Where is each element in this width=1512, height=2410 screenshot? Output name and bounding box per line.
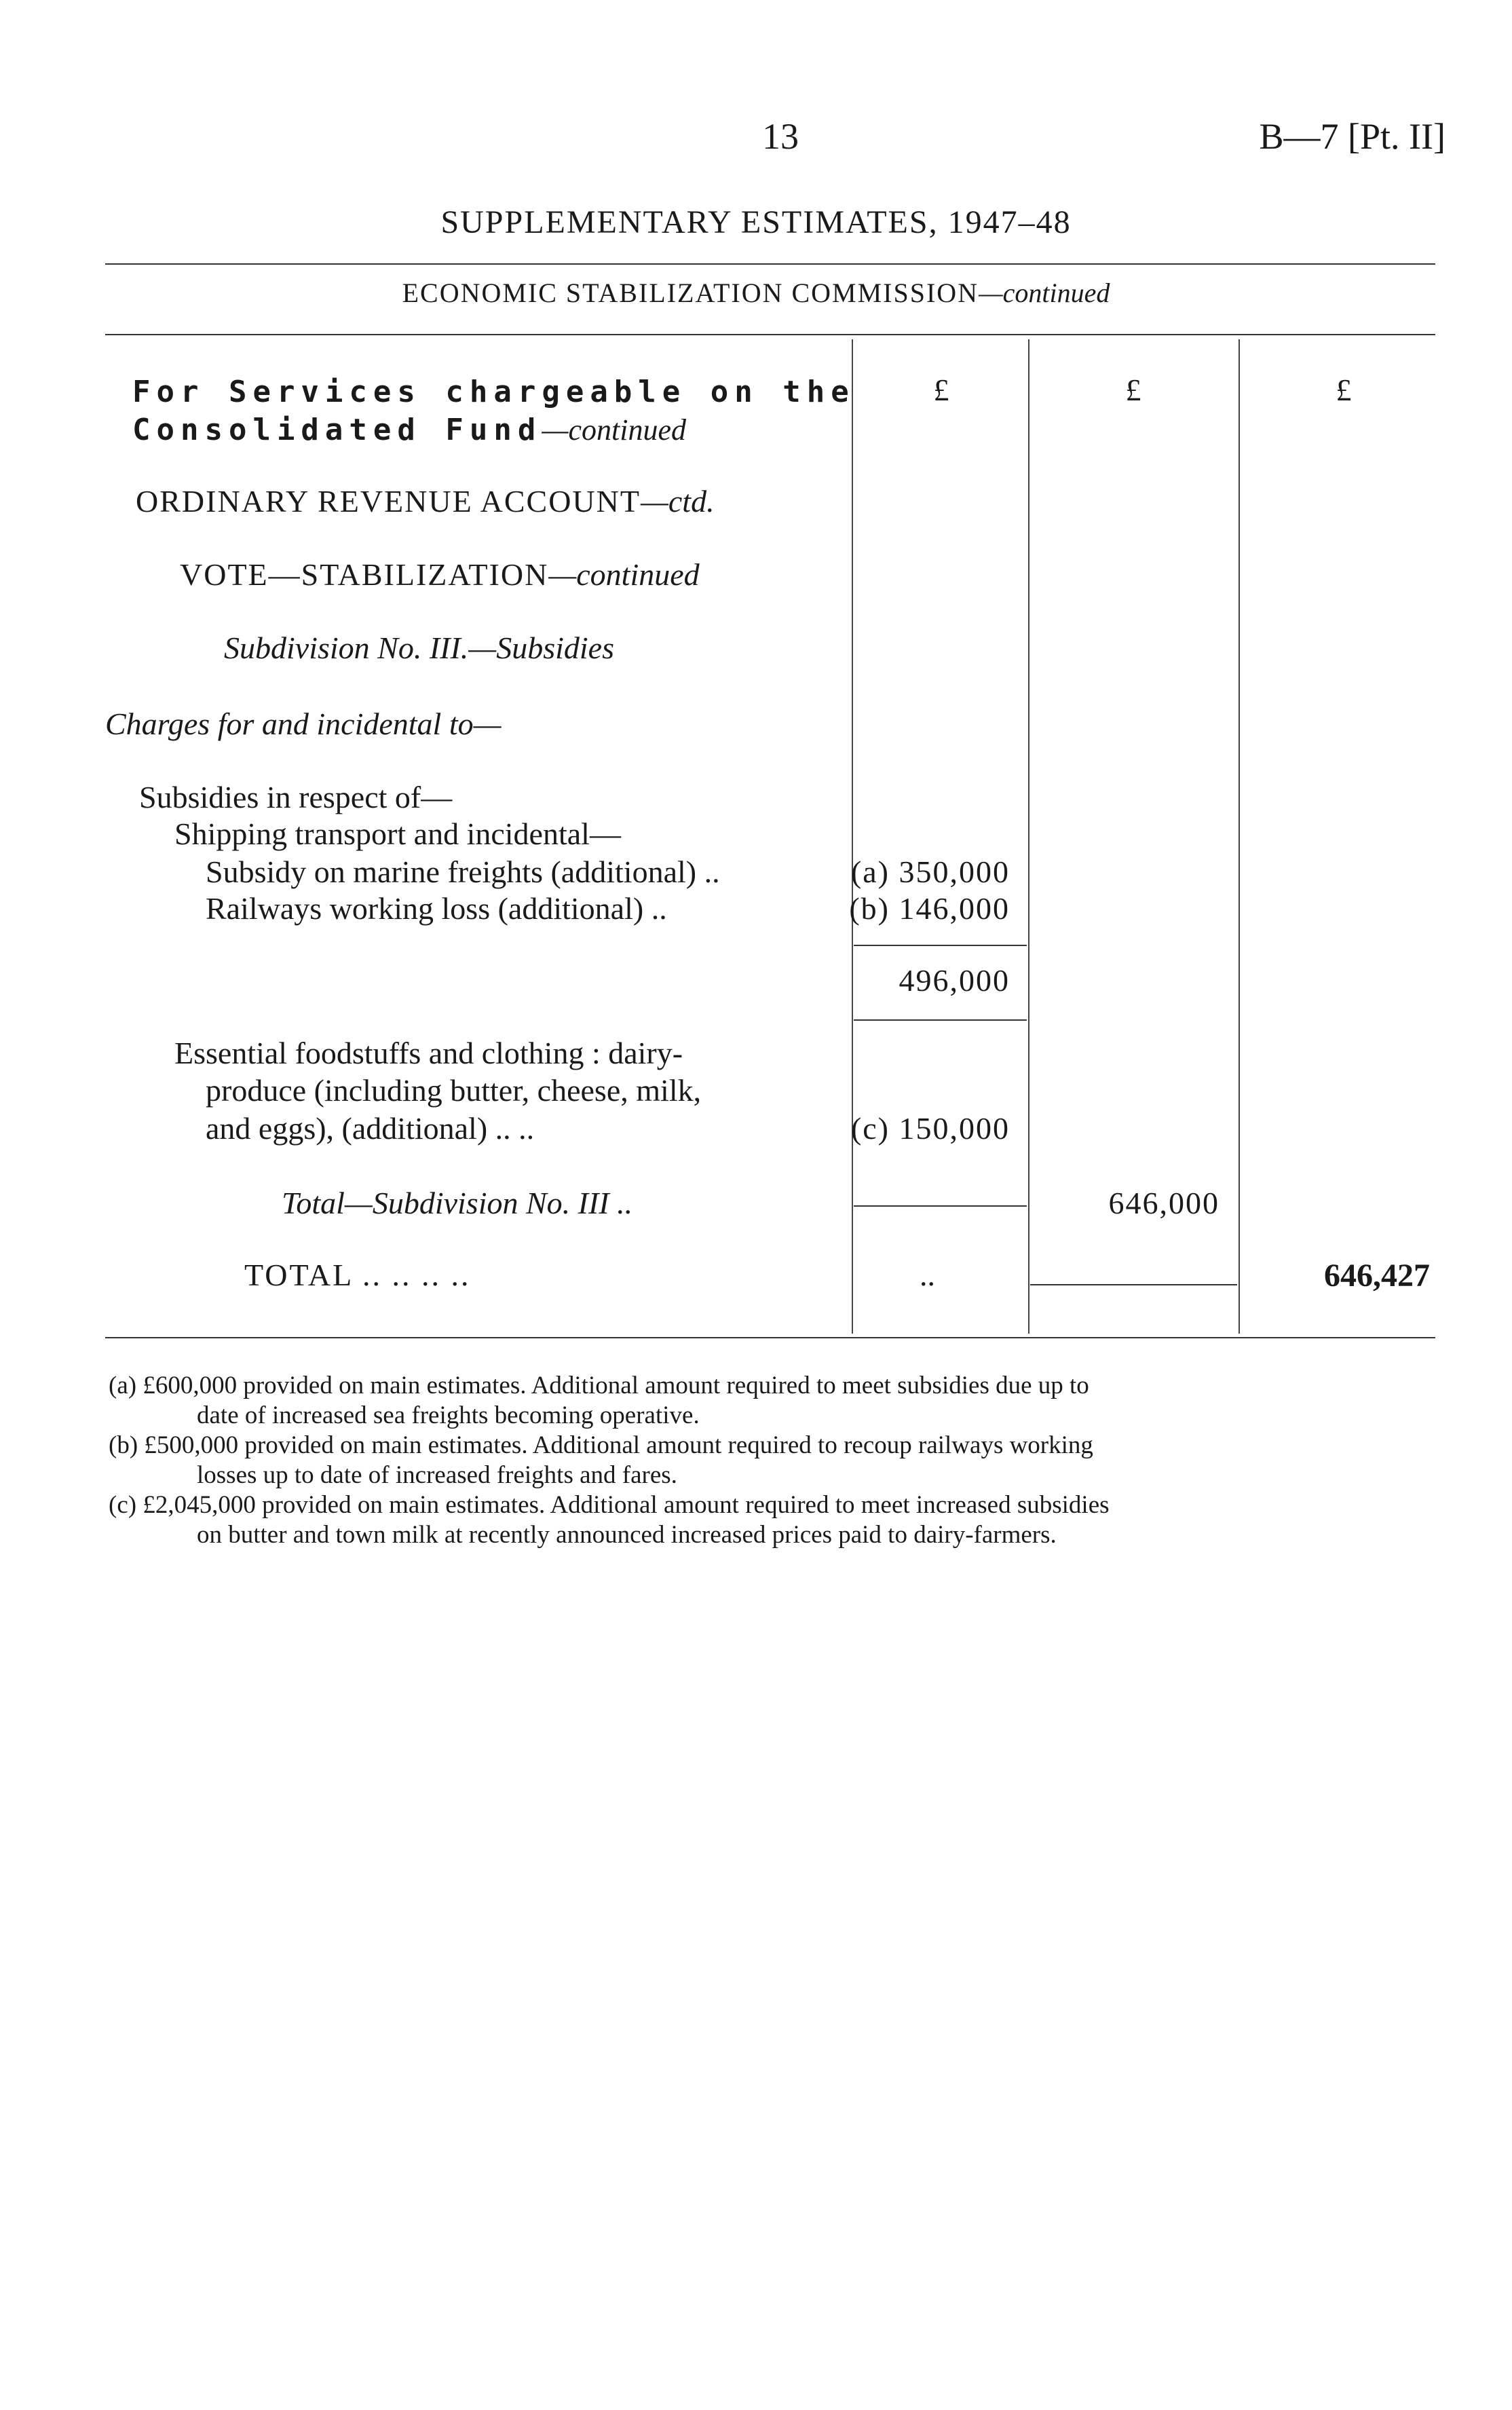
vote-heading-text: VOTE—STABILIZATION	[180, 557, 549, 592]
subtotal-value: 646,000	[1108, 1186, 1220, 1220]
footnote-a-line1: (a) £600,000 provided on main estimates. Additional amount required to meet subsidies due up to	[109, 1372, 1089, 1399]
total-dots: ..	[920, 1258, 935, 1292]
total-label: TOTAL .. .. .. ..	[244, 1258, 471, 1292]
essential-foodstuffs-line3: and eggs), (additional) .. ..	[206, 1111, 535, 1146]
account-heading	[136, 483, 715, 519]
footnote-b-line1: (b) £500,000 provided on main estimates. Additional amount required to recoup railways working	[109, 1431, 1093, 1459]
shipping-heading: Shipping transport and incidental—	[174, 816, 621, 851]
marine-freights-label: Subsidy on marine freights (additional) ..	[206, 854, 720, 889]
vote-suffix: —continued	[548, 557, 700, 592]
essential-foodstuffs-line1: Essential foodstuffs and clothing : dairy-	[174, 1036, 683, 1070]
subtotal-rule-top	[854, 945, 1027, 946]
services-heading-line1: For Services chargeable on the	[132, 375, 855, 409]
essential-foodstuffs-line2: produce (including butter, cheese, milk,	[206, 1073, 702, 1108]
subtitle-suffix: —continued	[979, 278, 1110, 308]
grand-total-value: 646,427	[1324, 1258, 1430, 1294]
footnote-a-line2: date of increased sea freights becoming operative.	[197, 1401, 700, 1429]
essential-foodstuffs-value: (c) 150,000	[850, 1111, 1010, 1146]
total-dash-rule	[1030, 1284, 1237, 1285]
page-number: 13	[762, 116, 799, 157]
marine-freights-value: (a) 350,000	[850, 854, 1010, 889]
column-divider-3	[1239, 339, 1240, 1334]
subtotal-rule-bottom	[854, 1019, 1027, 1021]
services-suffix: —continued	[542, 413, 686, 447]
services-heading	[132, 373, 855, 449]
account-suffix: —ctd.	[640, 484, 715, 519]
title-rule	[105, 263, 1435, 265]
column-divider-2	[1028, 339, 1029, 1334]
currency-header-3: £	[1336, 373, 1352, 407]
page-reference: B—7 [Pt. II]	[1259, 116, 1445, 157]
railways-label: Railways working loss (additional) ..	[206, 891, 667, 926]
consolidated-fund: Consolidated Fund	[132, 413, 542, 447]
table-top-rule	[105, 334, 1435, 335]
footnote-c-line1: (c) £2,045,000 provided on main estimates. Additional amount required to meet increased subsidies	[109, 1491, 1110, 1519]
table-bottom-rule	[105, 1337, 1435, 1338]
subtotal-label: Total—Subdivision No. III ..	[282, 1186, 633, 1220]
vote-heading	[180, 557, 700, 592]
shipping-subtotal: 496,000	[899, 963, 1010, 998]
currency-header-1: £	[933, 373, 949, 407]
footnote-c-line2: on butter and town milk at recently announced increased prices paid to dairy-farmers.	[197, 1521, 1057, 1549]
column-divider-1	[852, 339, 853, 1334]
document-title: SUPPLEMENTARY ESTIMATES, 1947–48	[440, 204, 1072, 240]
subsidies-in-respect: Subsidies in respect of—	[139, 780, 453, 814]
services-heading-line2	[132, 411, 855, 449]
subtitle-main: ECONOMIC STABILIZATION COMMISSION	[402, 278, 979, 308]
section-subtitle	[0, 277, 1512, 309]
account-heading-text: ORDINARY REVENUE ACCOUNT	[136, 484, 641, 519]
subtotal-dash-rule	[854, 1205, 1027, 1207]
footnote-b-line2: losses up to date of increased freights and fares.	[197, 1461, 677, 1489]
currency-header-2: £	[1125, 373, 1141, 407]
subdivision-heading: Subdivision No. III.—Subsidies	[224, 630, 614, 665]
charges-heading: Charges for and incidental to—	[105, 707, 502, 741]
railways-value: (b) 146,000	[849, 891, 1010, 926]
